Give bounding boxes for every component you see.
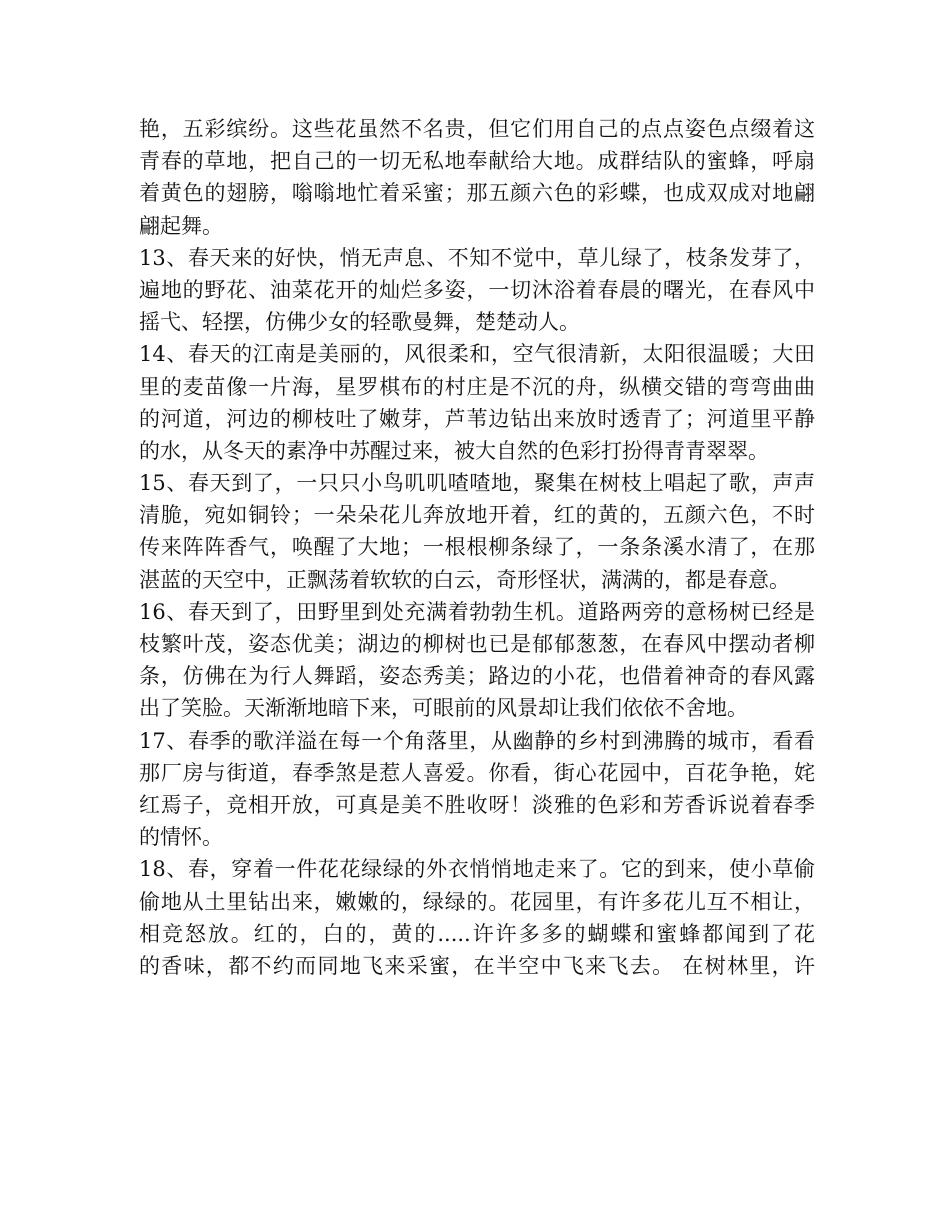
text-line: 枝繁叶茂，姿态优美；湖边的柳树也已是郁郁葱葱，在春风中摆动者柳 bbox=[139, 632, 815, 656]
text-line: 偷地从土里钻出来，嫩嫩的，绿绿的。花园里，有许多花儿互不相让， bbox=[139, 889, 815, 914]
paragraph-14 bbox=[139, 338, 815, 467]
paragraph-15 bbox=[139, 467, 815, 596]
text-line: 的香味，都不约而同地飞来采蜜，在半空中飞来飞去。 在树林里，许 bbox=[139, 953, 815, 978]
text-line: 出了笑脸。天渐渐地暗下来，可眼前的风景却让我们依依不舍地。 bbox=[139, 696, 748, 721]
text-line: 17、春季的歌洋溢在每一个角落里，从幽静的乡村到沸腾的城市，看看 bbox=[139, 728, 815, 753]
paragraph-continuation bbox=[139, 113, 815, 242]
text-line: 的河道，河边的柳枝吐了嫩芽，芦苇边钻出来放时透青了；河道里平静 bbox=[139, 406, 815, 431]
text-line: 传来阵阵香气，唤醒了大地；一根根柳条绿了，一条条溪水清了，在那 bbox=[139, 535, 815, 560]
paragraph-16 bbox=[139, 596, 815, 725]
text-line: 条，仿佛在为行人舞蹈，姿态秀美；路边的小花，也借着神奇的春风露 bbox=[139, 664, 815, 689]
text-line: 14、春天的江南是美丽的，风很柔和，空气很清新，太阳很温暖；大田 bbox=[139, 342, 815, 367]
text-line: 16、春天到了，田野里到处充满着勃勃生机。道路两旁的意杨树已经是 bbox=[139, 599, 815, 624]
paragraph-17 bbox=[139, 725, 815, 854]
text-line: 翩起舞。 bbox=[139, 213, 223, 238]
text-line: 13、春天来的好快，悄无声息、不知不觉中，草儿绿了，枝条发芽了， bbox=[139, 245, 815, 270]
text-line: 相竞怒放。红的，白的，黄的.....许许多多的蝴蝶和蜜蜂都闻到了花 bbox=[139, 921, 815, 946]
text-line: 着黄色的翅膀，嗡嗡地忙着采蜜；那五颜六色的彩蝶，也成双成对地翩 bbox=[139, 181, 815, 206]
text-line: 清脆，宛如铜铃；一朵朵花儿奔放地开着，红的黄的，五颜六色，不时 bbox=[139, 503, 815, 528]
text-line: 那厂房与街道，春季煞是惹人喜爱。你看，街心花园中，百花争艳，姹 bbox=[139, 760, 815, 785]
text-line: 的水，从冬天的素净中苏醒过来，被大自然的色彩打扮得青青翠翠。 bbox=[139, 438, 769, 463]
text-line: 遍地的野花、油菜花开的灿烂多姿，一切沐浴着春晨的曙光，在春风中 bbox=[139, 277, 815, 302]
text-line: 15、春天到了，一只只小鸟叽叽喳喳地，聚集在树枝上唱起了歌，声声 bbox=[139, 471, 815, 496]
text-line: 艳，五彩缤纷。这些花虽然不名贵，但它们用自己的点点姿色点缀着这 bbox=[139, 117, 815, 141]
text-line: 摇弋、轻摆，仿佛少女的轻歌曼舞，楚楚动人。 bbox=[139, 310, 580, 335]
text-line: 红焉子，竞相开放，可真是美不胜收呀！淡雅的色彩和芳香诉说着春季 bbox=[139, 792, 815, 817]
paragraph-13 bbox=[139, 242, 815, 339]
text-line: 湛蓝的天空中，正飘荡着软软的白云，奇形怪状，满满的，都是春意。 bbox=[139, 567, 790, 592]
text-line: 18、春，穿着一件花花绿绿的外衣悄悄地走来了。它的到来，使小草偷 bbox=[139, 857, 815, 882]
text-line: 的情怀。 bbox=[139, 825, 223, 850]
paragraph-18 bbox=[139, 853, 815, 982]
text-line: 里的麦苗像一片海，星罗棋布的村庄是不沉的舟，纵横交错的弯弯曲曲 bbox=[139, 374, 815, 399]
text-line: 青春的草地，把自己的一切无私地奉献给大地。成群结队的蜜蜂，呼扇 bbox=[139, 149, 815, 174]
document-page bbox=[139, 113, 815, 982]
